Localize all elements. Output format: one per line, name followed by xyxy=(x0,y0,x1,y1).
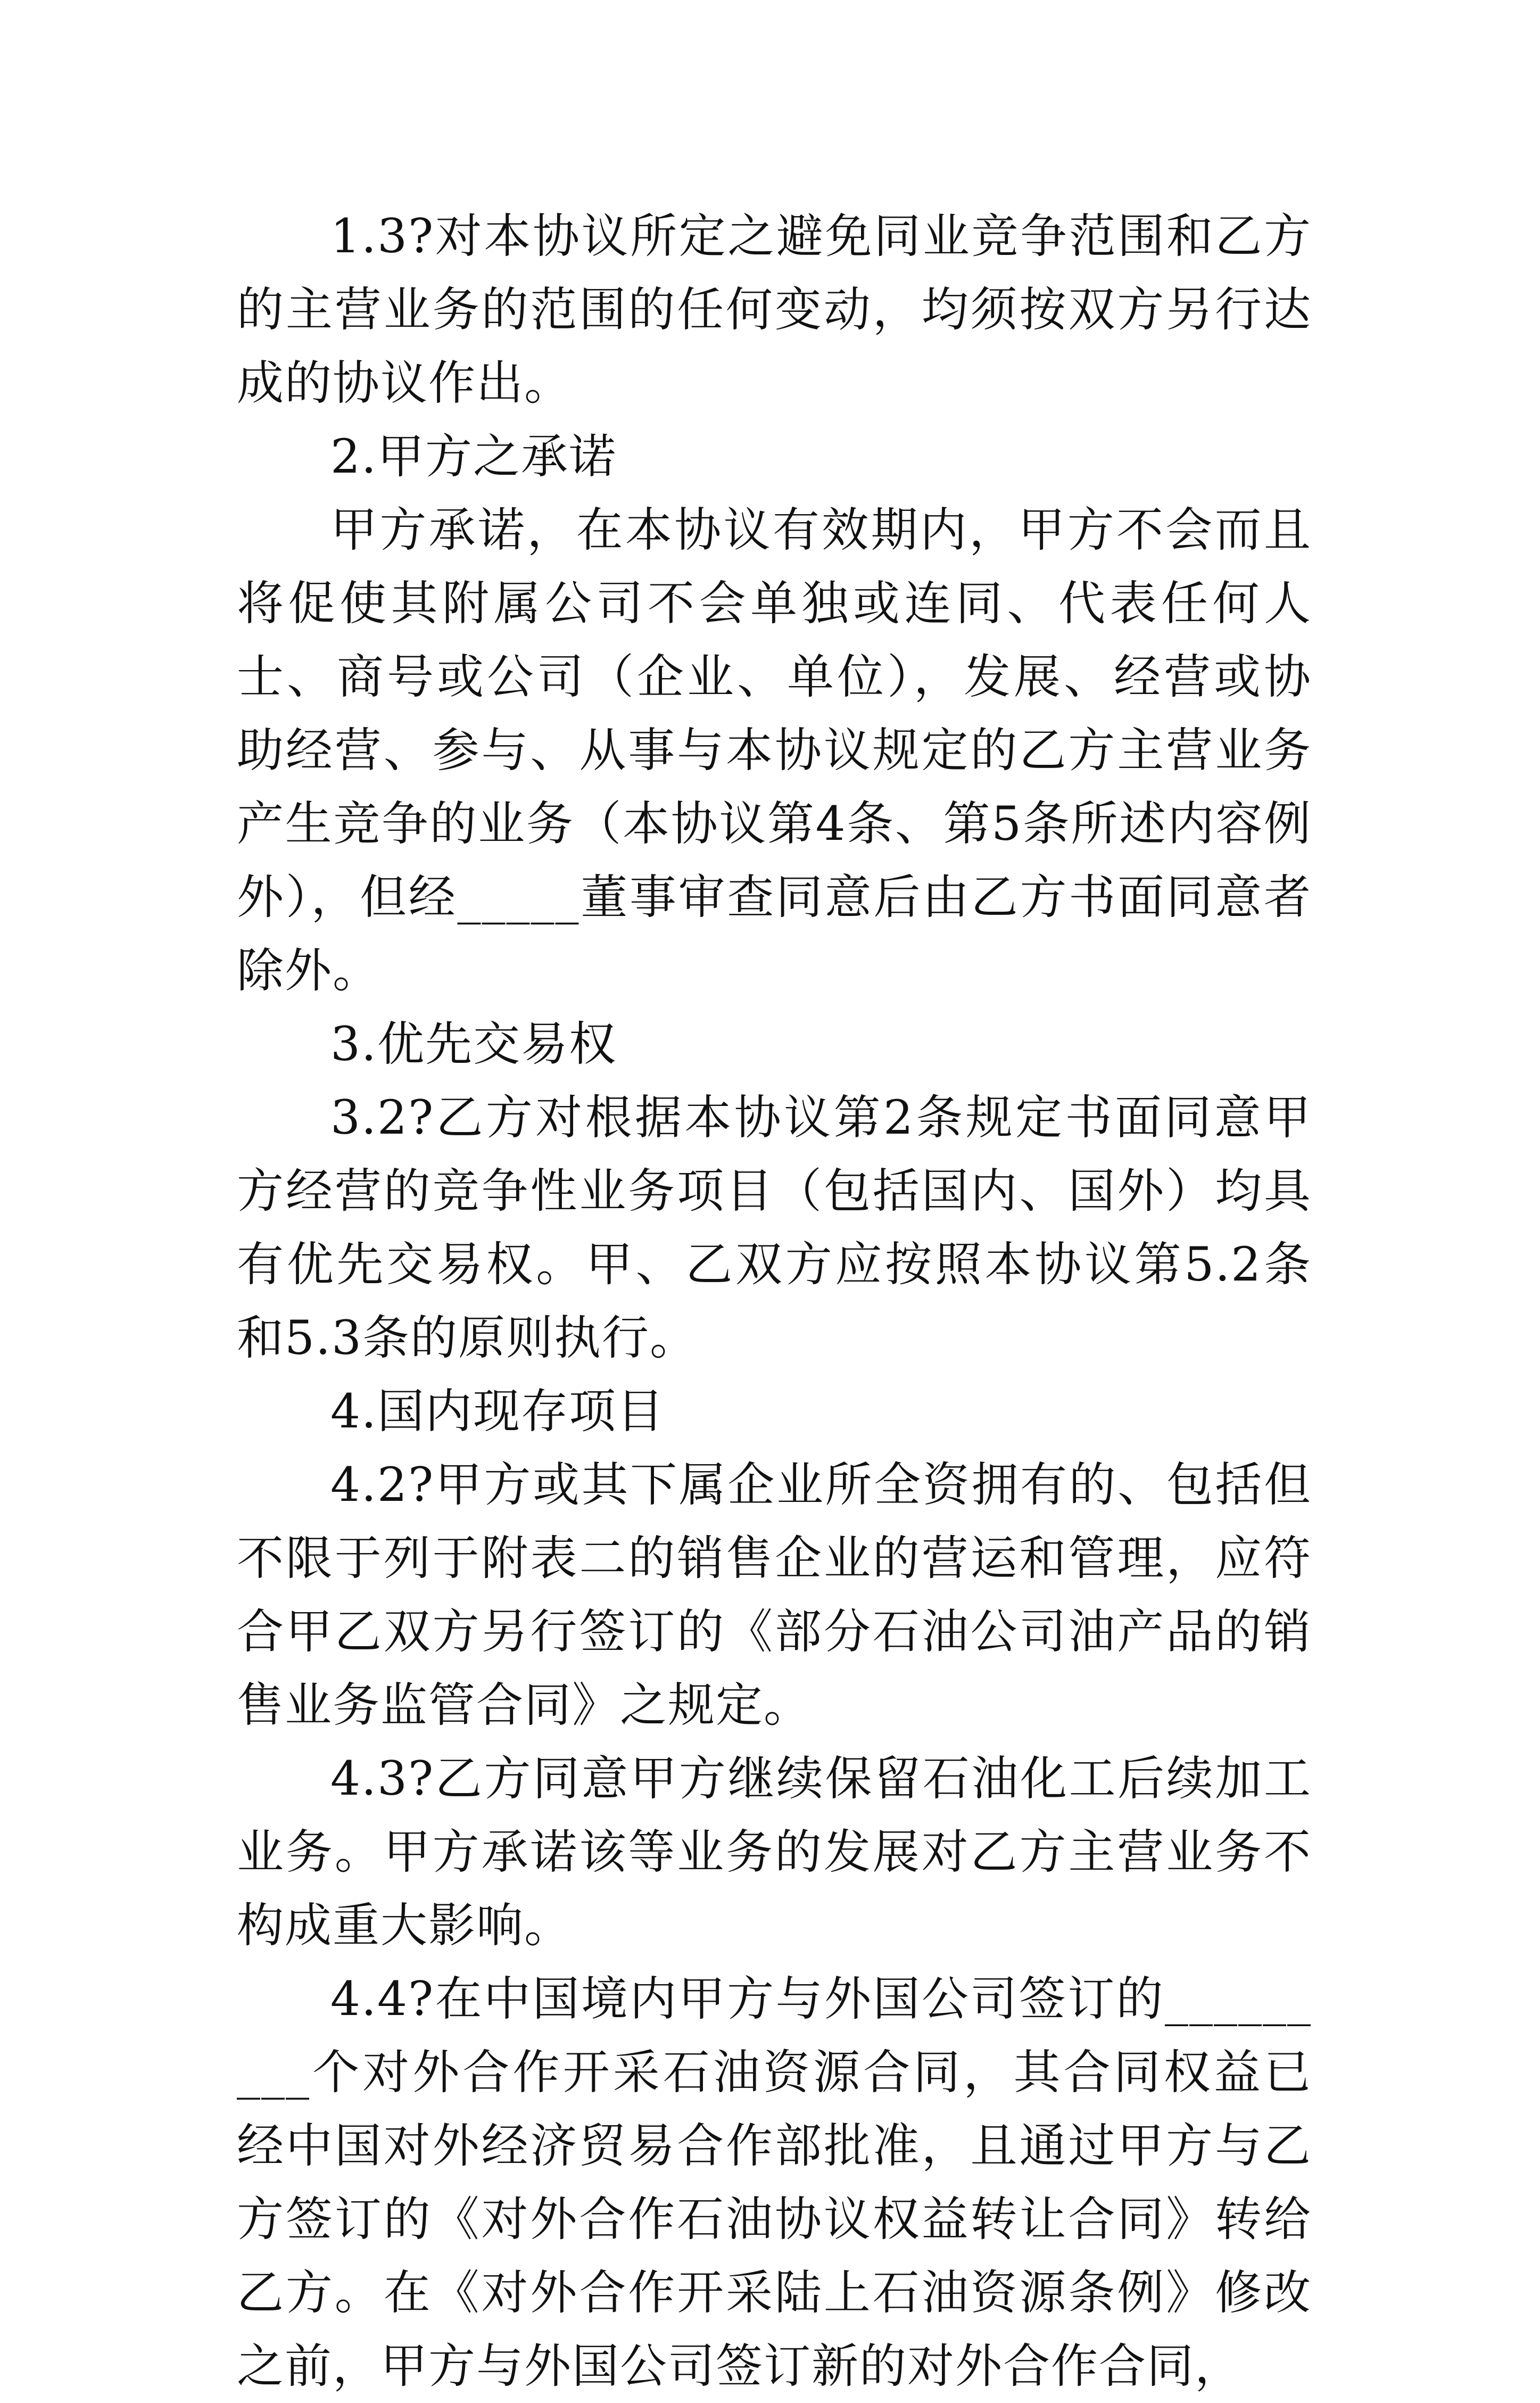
paragraph-4-2: 4.2?甲方或其下属企业所全资拥有的、包括但不限于列于附表二的销售企业的营运和管理，应符合甲乙双方另行签订的《部分石油公司油产品的销售业务监管合同》之规定。 xyxy=(237,1457,1312,1732)
paragraph-4-4: 4.4?在中国境内甲方与外国公司签订的_________个对外合作开采石油资源合同，其合同权益已经中国对外经济贸易合作部批准，且通过甲方与乙方签订的《对外合作石油协议权益转让合同》转给乙方。在《对外合作开采陆上石油资源条例》修改之前，甲方与外国公司签订新的对外合作合同， xyxy=(237,1971,1312,2393)
document-body xyxy=(237,200,1312,2403)
heading-2: 2.甲方之承诺 xyxy=(330,429,617,484)
paragraph-3-2: 3.2?乙方对根据本协议第2条规定书面同意甲方经营的竞争性业务项目（包括国内、国外）均具有优先交易权。甲、乙双方应按照本协议第5.2条和5.3条的原则执行。 xyxy=(237,1090,1312,1365)
paragraph-1-3: 1.3?对本协议所定之避免同业竞争范围和乙方的主营业务的范围的任何变动，均须按双方另行达成的协议作出。 xyxy=(237,209,1312,410)
paragraph-2-body: 甲方承诺，在本协议有效期内，甲方不会而且将促使其附属公司不会单独或连同、代表任何人士、商号或公司（企业、单位），发展、经营或协助经营、参与、从事与本协议规定的乙方主营业务产生竞争的业务（本协议第4条、第5条所述内容例外），但经_____董事审查同意后由乙方书面同意者除外。 xyxy=(237,502,1312,998)
heading-4: 4.国内现存项目 xyxy=(330,1384,665,1439)
heading-3: 3.优先交易权 xyxy=(330,1017,617,1071)
paragraph-4-3: 4.3?乙方同意甲方继续保留石油化工后续加工业务。甲方承诺该等业务的发展对乙方主营业务不构成重大影响。 xyxy=(237,1751,1312,1953)
